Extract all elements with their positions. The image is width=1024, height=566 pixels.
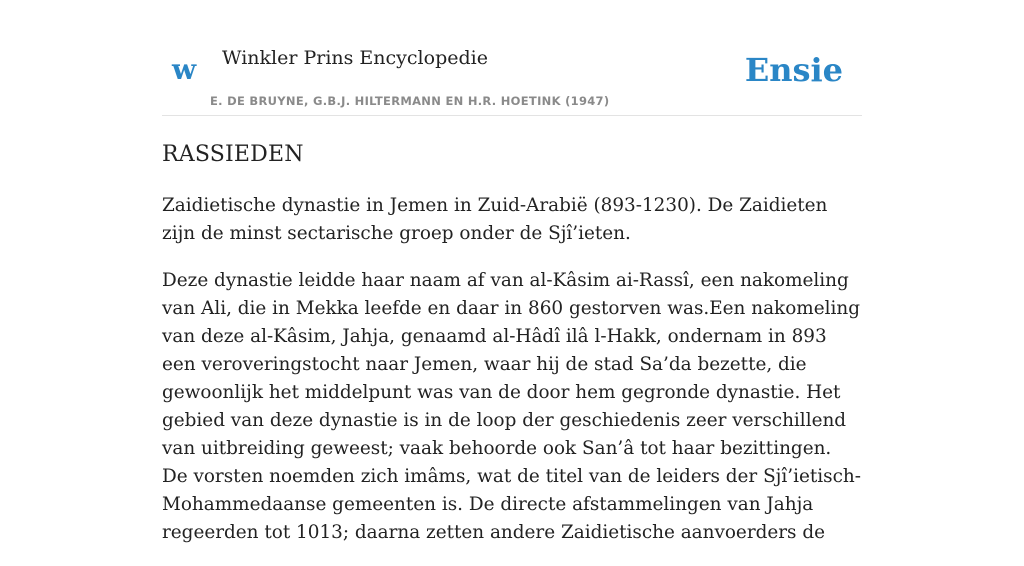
publication-title[interactable]: Winkler Prins Encyclopedie (222, 47, 488, 69)
encyclopedia-logo[interactable]: w (172, 53, 197, 86)
publication-authors: E. DE BRUYNE, G.B.J. HILTERMANN EN H.R. HOETINK (1947) (210, 94, 610, 108)
ensie-brand-logo[interactable]: Ensie (744, 51, 843, 89)
entry-paragraph: Zaidietische dynastie in Jemen in Zuid-Arabië (893-1230). De Zaidieten zijn de minst sectarische groep onder de Sjî’ieten. (162, 195, 828, 244)
entry-title: RASSIEDEN (162, 142, 304, 167)
entry-paragraph: Deze dynastie leidde haar naam af van al-Kâsim ai-Rassî, een nakomeling van Ali, die in Mekka leefde en daar in 860 gestorven was.Een nakomeling van deze al-Kâsim, Jahja, genaamd al-Hâdî ilâ l-Hakk, ondernam in 893 een veroveringstocht naar Jemen, waar hij de stad Sa’da bezette, die gewoonlijk het middelpunt was van de door hem gegronde dynastie. Het gebied van deze dynastie is in de loop der geschiedenis zeer verschillend van uitbreiding geweest; vaak behoorde ook San’â tot haar bezittingen. De vorsten noemden zich imâms, wat de titel van de leiders der Sjî’ietisch-Mohammedaanse gemeenten is. De directe afstammelingen van Jahja regeerden tot 1013; daarna zetten andere Zaidietische aanvoerders de (162, 270, 861, 543)
header-divider (162, 115, 862, 116)
entry-body (162, 192, 862, 566)
